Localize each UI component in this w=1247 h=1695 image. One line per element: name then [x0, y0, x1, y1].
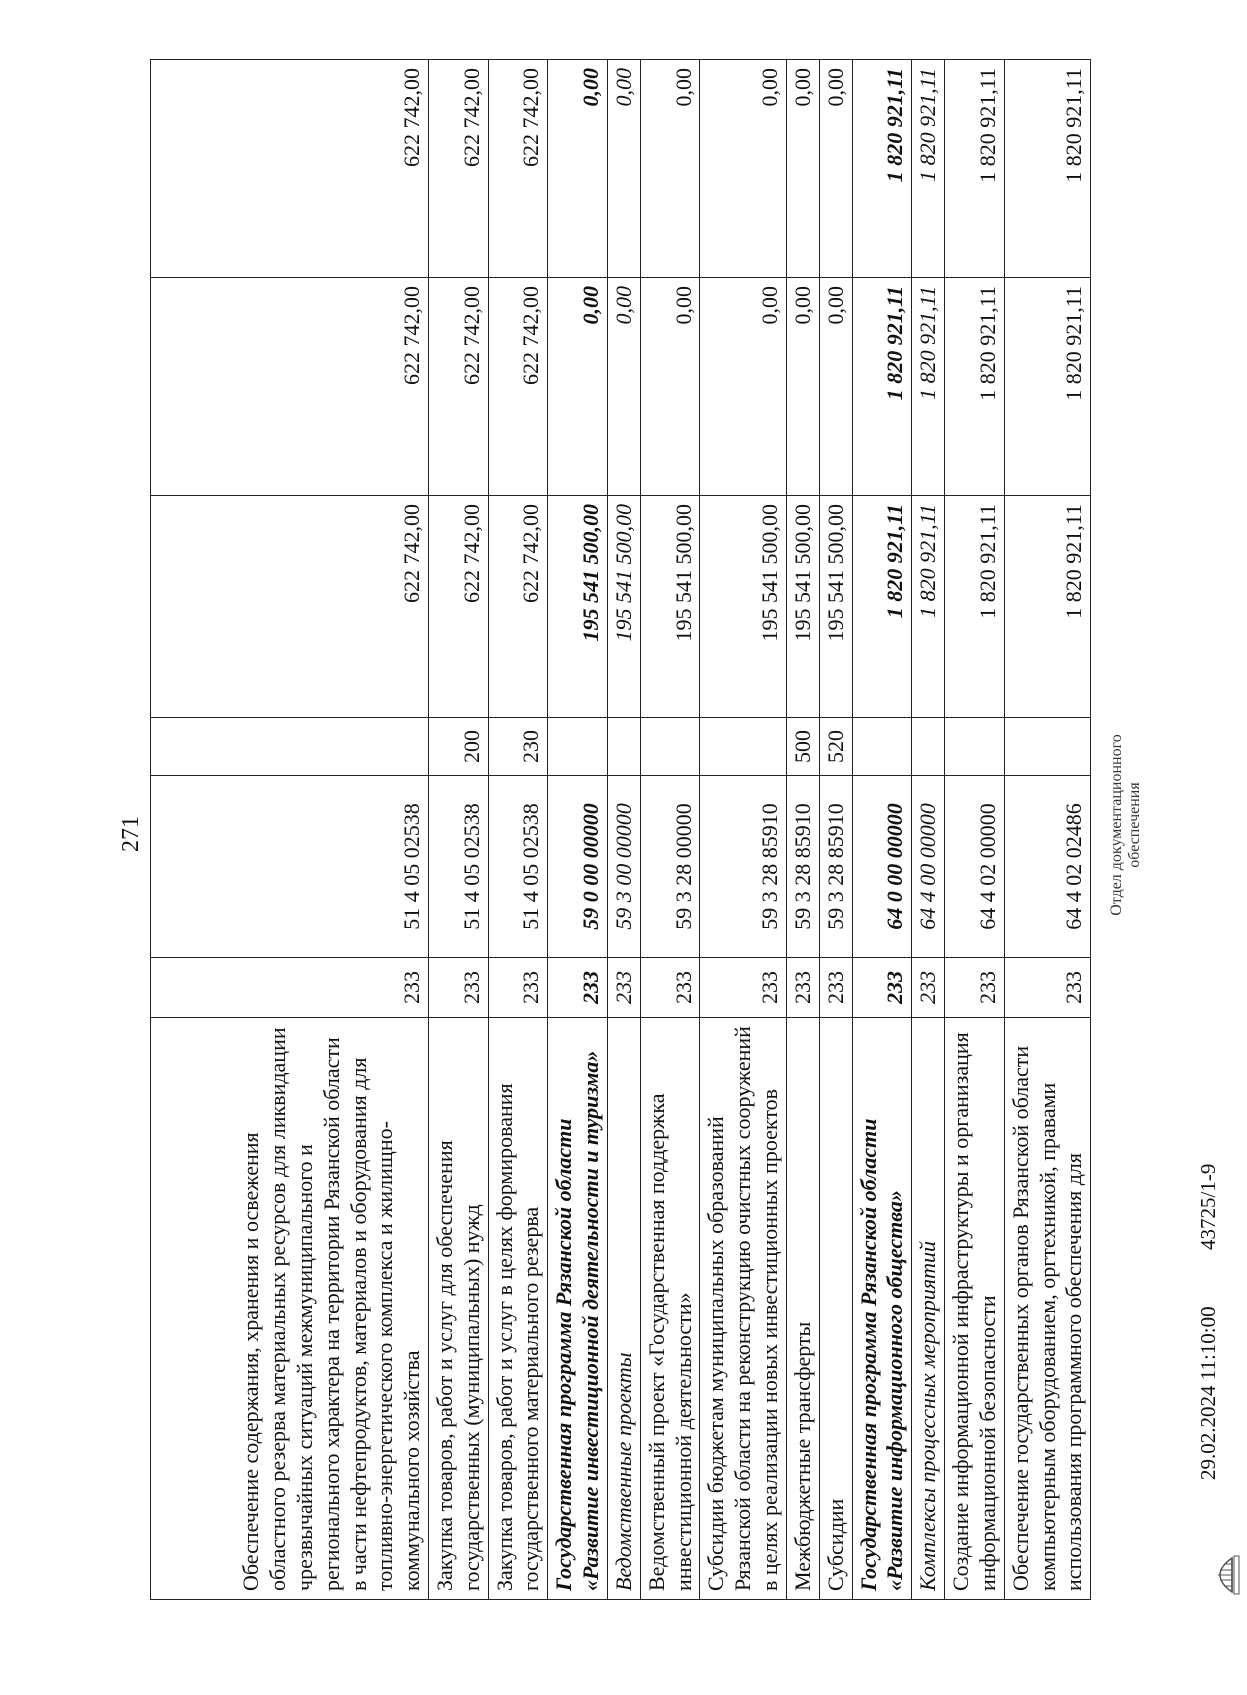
- row-amount-1: 1 820 921,11: [945, 496, 1005, 718]
- row-admin-code: 233: [912, 958, 945, 1018]
- row-amount-3: 0,00: [819, 60, 852, 278]
- row-target-article: 59 3 00 00000: [607, 776, 640, 958]
- row-admin-code: 233: [786, 958, 819, 1018]
- row-expense-type: [852, 718, 912, 776]
- rotated-page: [118, 60, 1220, 1600]
- row-name: Комплексы процессных мероприятий: [912, 1018, 945, 1600]
- row-amount-3: 1 820 921,11: [852, 60, 912, 278]
- row-name: Государственная программа Рязанской области «Развитие инвестиционной деятельности и туризма»: [548, 1018, 608, 1600]
- table-row: [488, 60, 548, 1600]
- table-row: [945, 60, 1005, 1600]
- row-amount-1: 195 541 500,00: [786, 496, 819, 718]
- row-amount-2: 0,00: [700, 278, 786, 496]
- row-amount-1: 1 820 921,11: [1004, 496, 1090, 718]
- budget-table-container: [150, 60, 1091, 1600]
- row-amount-1: 195 541 500,00: [640, 496, 700, 718]
- row-amount-3: 622 742,00: [429, 60, 489, 278]
- footer-date: 29.02.2024 11:10:00: [1196, 1306, 1220, 1480]
- row-admin-code: 233: [607, 958, 640, 1018]
- row-amount-2: 1 820 921,11: [1004, 278, 1090, 496]
- table-row-subsection: [607, 60, 640, 1600]
- row-target-article: 59 3 28 85910: [786, 776, 819, 958]
- row-expense-type: [548, 718, 608, 776]
- row-target-article: 64 0 00 00000: [852, 776, 912, 958]
- row-name: Государственная программа Рязанской области «Развитие информационного общества»: [852, 1018, 912, 1600]
- row-amount-1: 622 742,00: [429, 496, 489, 718]
- row-amount-2: 1 820 921,11: [945, 278, 1005, 496]
- row-admin-code: 233: [429, 958, 489, 1018]
- row-name: Обеспечение содержания, хранения и освежения областного резерва материальных ресурсов для ликвидации чрезвычайных ситуаций межмуниципального и регионального характера на территории Рязанской области в части нефтепродуктов, материалов и оборудования для топливно-энергетического комплекса и жилищно-коммунального хозяйства: [151, 1018, 429, 1600]
- page-number: 271: [118, 816, 144, 852]
- row-amount-2: 622 742,00: [429, 278, 489, 496]
- table-row-program: [852, 60, 912, 1600]
- row-expense-type: 520: [819, 718, 852, 776]
- row-expense-type: 200: [429, 718, 489, 776]
- row-target-article: 51 4 05 02538: [151, 776, 429, 958]
- row-amount-2: 0,00: [607, 278, 640, 496]
- row-expense-type: [912, 718, 945, 776]
- row-amount-3: 0,00: [786, 60, 819, 278]
- row-expense-type: [700, 718, 786, 776]
- row-name: Ведомственный проект «Государственная поддержка инвестиционной деятельности»: [640, 1018, 700, 1600]
- row-admin-code: 233: [945, 958, 1005, 1018]
- row-amount-3: 1 820 921,11: [1004, 60, 1090, 278]
- row-amount-2: 622 742,00: [488, 278, 548, 496]
- row-expense-type: 500: [786, 718, 819, 776]
- row-admin-code: 233: [852, 958, 912, 1018]
- row-amount-1: 195 541 500,00: [607, 496, 640, 718]
- row-amount-3: 622 742,00: [151, 60, 429, 278]
- footer-document-code: 43725/1-9: [1196, 1163, 1220, 1250]
- row-name: Субсидии: [819, 1018, 852, 1600]
- table-row-subsection: [912, 60, 945, 1600]
- row-amount-2: 0,00: [819, 278, 852, 496]
- row-name: Закупка товаров, работ и услуг в целях формирования государственного материального резерва: [488, 1018, 548, 1600]
- row-target-article: 59 0 00 00000: [548, 776, 608, 958]
- department-stamp: Отдел документационного обеспечения: [1108, 734, 1144, 916]
- row-amount-3: 1 820 921,11: [912, 60, 945, 278]
- row-target-article: 59 3 28 85910: [700, 776, 786, 958]
- row-amount-2: 1 820 921,11: [912, 278, 945, 496]
- row-name: Субсидии бюджетам муниципальных образований Рязанской области на реконструкцию очистных сооружений в целях реализации новых инвестиционных проектов: [700, 1018, 786, 1600]
- row-amount-3: 0,00: [607, 60, 640, 278]
- row-admin-code: 233: [819, 958, 852, 1018]
- row-target-article: 64 4 02 00000: [945, 776, 1005, 958]
- row-admin-code: 233: [700, 958, 786, 1018]
- row-target-article: 59 3 28 85910: [819, 776, 852, 958]
- row-amount-2: 0,00: [640, 278, 700, 496]
- row-admin-code: 233: [488, 958, 548, 1018]
- table-row: [151, 60, 429, 1600]
- row-amount-1: 1 820 921,11: [912, 496, 945, 718]
- row-amount-1: 195 541 500,00: [700, 496, 786, 718]
- row-amount-2: 0,00: [548, 278, 608, 496]
- row-name: Обеспечение государственных органов Рязанской области компьютерным оборудованием, оргтехникой, правами использования программного обеспечения для: [1004, 1018, 1090, 1600]
- table-row: [819, 60, 852, 1600]
- row-name: Закупка товаров, работ и услуг для обеспечения государственных (муниципальных) нужд: [429, 1018, 489, 1600]
- row-amount-3: 0,00: [700, 60, 786, 278]
- duma-logo-icon: [1202, 1550, 1242, 1600]
- row-name: Ведомственные проекты: [607, 1018, 640, 1600]
- row-target-article: 59 3 28 00000: [640, 776, 700, 958]
- budget-table: [150, 59, 1091, 1600]
- table-row: [640, 60, 700, 1600]
- row-expense-type: [1004, 718, 1090, 776]
- row-target-article: 64 4 02 02486: [1004, 776, 1090, 958]
- row-amount-1: 622 742,00: [488, 496, 548, 718]
- row-amount-2: 1 820 921,11: [852, 278, 912, 496]
- row-expense-type: [151, 718, 429, 776]
- table-row: [700, 60, 786, 1600]
- table-row-program: [548, 60, 608, 1600]
- row-amount-2: 622 742,00: [151, 278, 429, 496]
- row-amount-3: 622 742,00: [488, 60, 548, 278]
- table-row: [786, 60, 819, 1600]
- row-expense-type: [640, 718, 700, 776]
- row-name: Создание информационной инфраструктуры и организация информационной безопасности: [945, 1018, 1005, 1600]
- row-admin-code: 233: [640, 958, 700, 1018]
- row-expense-type: [607, 718, 640, 776]
- table-row: [429, 60, 489, 1600]
- row-expense-type: [945, 718, 1005, 776]
- row-admin-code: 233: [151, 958, 429, 1018]
- row-amount-1: 195 541 500,00: [548, 496, 608, 718]
- table-row: [1004, 60, 1090, 1600]
- row-amount-3: 1 820 921,11: [945, 60, 1005, 278]
- row-amount-2: 0,00: [786, 278, 819, 496]
- row-name: Межбюджетные трансферты: [786, 1018, 819, 1600]
- row-amount-3: 0,00: [640, 60, 700, 278]
- row-target-article: 51 4 05 02538: [488, 776, 548, 958]
- row-target-article: 64 4 00 00000: [912, 776, 945, 958]
- row-amount-1: 1 820 921,11: [852, 496, 912, 718]
- row-admin-code: 233: [548, 958, 608, 1018]
- row-amount-1: 195 541 500,00: [819, 496, 852, 718]
- row-amount-1: 622 742,00: [151, 496, 429, 718]
- row-amount-3: 0,00: [548, 60, 608, 278]
- row-expense-type: 230: [488, 718, 548, 776]
- row-target-article: 51 4 05 02538: [429, 776, 489, 958]
- row-admin-code: 233: [1004, 958, 1090, 1018]
